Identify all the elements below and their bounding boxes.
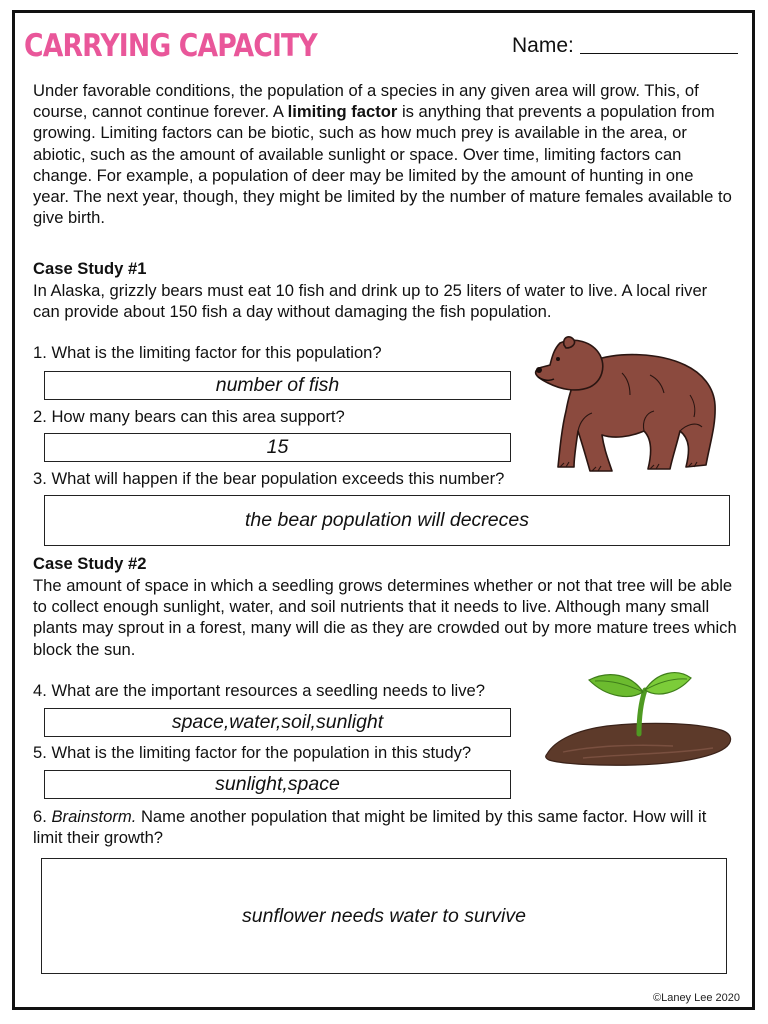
case-study-1-text: In Alaska, grizzly bears must eat 10 fish and drink up to 25 liters of water to live. A local river can provide about 150 fish a day without damaging the fish population. <box>33 281 708 322</box>
brainstorm-label: Brainstorm. <box>51 807 137 826</box>
case-study-2-text: The amount of space in which a seedling grows determines whether or not that tree will be able to collect enough sunlight, water, and soil nutrients that it needs to live. Although many small plants may sprout in a forest, many will die as they are crowded out by more mature trees which block the sun. <box>33 576 737 659</box>
answer-6-box[interactable]: sunflower needs water to survive <box>41 858 727 974</box>
question-2: 2. How many bears can this area support? <box>33 407 345 426</box>
page-title: CARRYING CAPACITY <box>24 28 317 64</box>
limiting-factor-term: limiting factor <box>287 102 398 122</box>
case-study-2-heading: Case Study #2 <box>33 554 147 573</box>
seedling-icon <box>543 668 735 770</box>
answer-4-box[interactable]: space,water,soil,sunlight <box>44 708 511 737</box>
grizzly-bear-icon <box>530 335 720 477</box>
case-study-1-heading: Case Study #1 <box>33 259 147 278</box>
question-3: 3. What will happen if the bear population exceeds this number? <box>33 469 505 488</box>
name-blank-line[interactable] <box>580 53 738 54</box>
answer-3-box[interactable]: the bear population will decreces <box>44 495 730 546</box>
answer-2-box[interactable]: 15 <box>44 433 511 462</box>
answer-5-box[interactable]: sunlight,space <box>44 770 511 799</box>
copyright-footer: ©Laney Lee 2020 <box>652 992 740 1004</box>
question-6: 6. Brainstorm. Name another population that might be limited by this same factor. How will it limit their growth? <box>33 807 707 848</box>
answer-1-box[interactable]: number of fish <box>44 371 511 400</box>
name-field <box>512 34 738 58</box>
question-5: 5. What is the limiting factor for the population in this study? <box>33 743 472 762</box>
intro-paragraph: Under favorable conditions, the population of a species in any given area will grow. This, of course, cannot continue forever. A limiting factor is anything that prevents a population from growing. Limiting factors can be biotic, such as how much prey is available in the area, or abiotic, such as the amount of available sunlight or space. Over time, limiting factors can change. For example, a population of deer may be limited by the amount of hunting in one year. The next year, though, they might be limited by the number of mature females available to give birth. <box>33 81 732 228</box>
question-4: 4. What are the important resources a seedling needs to live? <box>33 681 485 700</box>
name-label: Name: <box>512 34 574 57</box>
question-1: 1. What is the limiting factor for this population? <box>33 343 382 362</box>
